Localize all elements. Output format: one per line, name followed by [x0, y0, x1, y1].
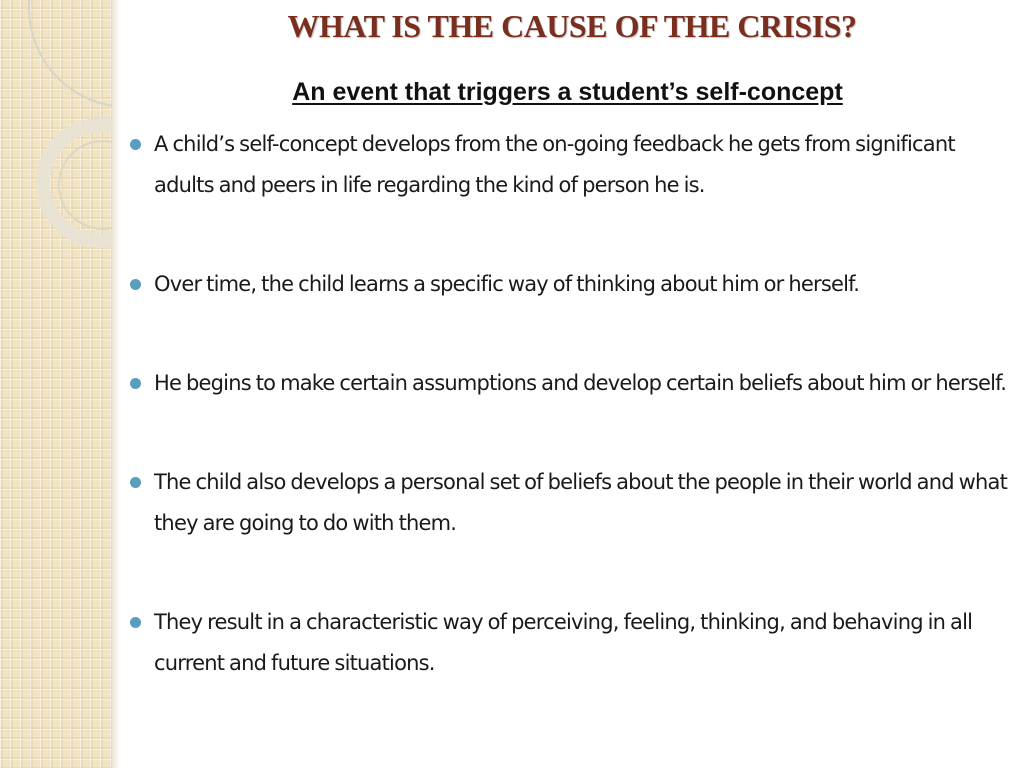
bullet-text: They result in a characteristic way of perceiving, feeling, thinking, and behaving in all current and future situations. [154, 610, 973, 675]
bullet-text: A child’s self-concept develops from the on-going feedback he gets from significant adults and peers in life regarding the kind of person he is. [154, 132, 955, 197]
bullet-text: He begins to make certain assumptions and develop certain beliefs about him or herself. [154, 371, 1007, 395]
bullet-item [128, 124, 1018, 206]
bullet-item [128, 363, 1018, 404]
decorative-side-strip [0, 0, 112, 768]
slide-subtitle: An event that triggers a student’s self-concept [292, 78, 843, 106]
bullet-marker-icon [130, 378, 141, 389]
side-strip-shadow [112, 0, 120, 768]
bullet-text: The child also develops a personal set of beliefs about the people in their world and what they are going to do with them. [154, 470, 1008, 535]
bullet-marker-icon [130, 617, 141, 628]
bullet-list [128, 124, 1018, 684]
slide-title: WHAT IS THE CAUSE OF THE CRISIS? [287, 8, 857, 44]
bullet-item [128, 462, 1018, 544]
decorative-ring-outer [28, 0, 112, 108]
bullet-marker-icon [130, 279, 141, 290]
bullet-text: Over time, the child learns a specific way of thinking about him or herself. [154, 272, 860, 296]
bullet-marker-icon [130, 477, 141, 488]
bullet-item [128, 264, 1018, 305]
bullet-item [128, 602, 1018, 684]
bullet-marker-icon [130, 139, 141, 150]
